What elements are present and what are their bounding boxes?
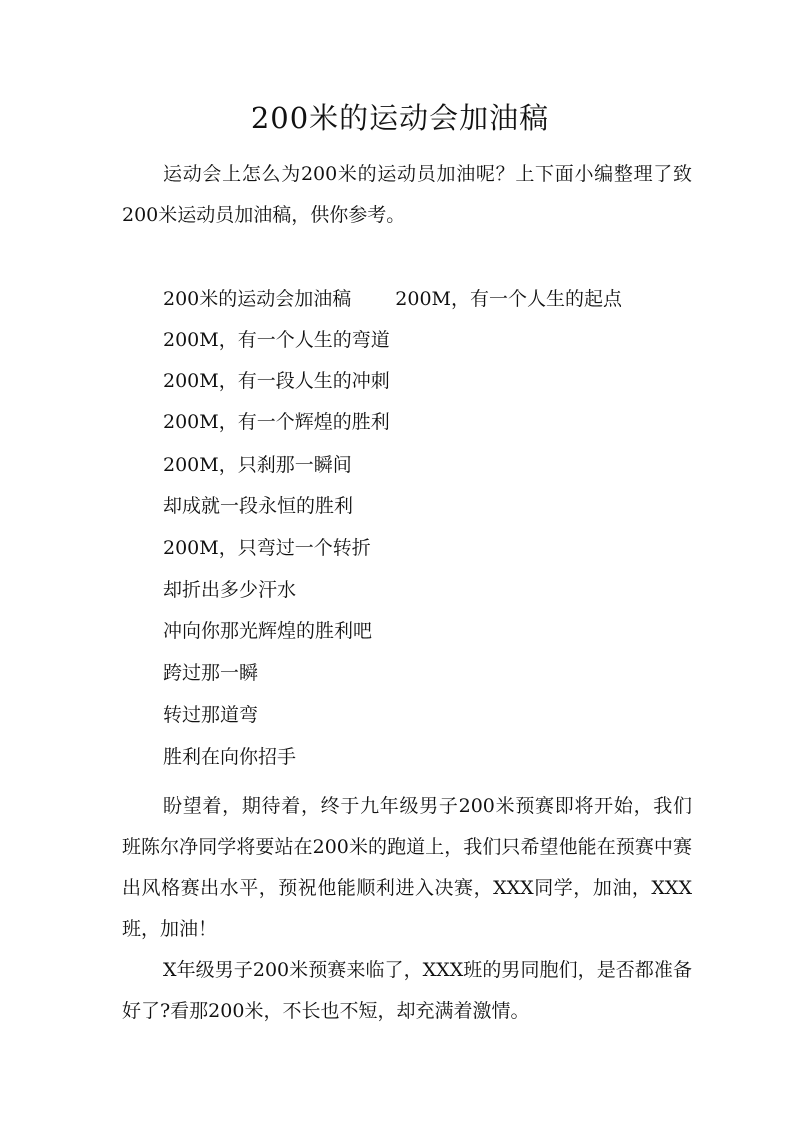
- poem-heading: 200米的运动会加油稿: [163, 288, 352, 310]
- poem-line: 却折出多少汗水: [163, 579, 297, 601]
- poem-line: 胜利在向你招手: [163, 746, 297, 768]
- poem-line: 200M，有一个人生的弯道: [163, 329, 390, 351]
- poem-line: 转过那道弯: [163, 704, 259, 726]
- intro-paragraph: 运动会上怎么为200米的运动员加油呢？上下面小编整理了致200米运动员加油稿，供你参考。: [122, 163, 692, 226]
- poem-line: 冲向你那光辉煌的胜利吧: [163, 620, 373, 642]
- poem-line: 200M，只弯过一个转折: [163, 537, 371, 559]
- poem-line: 却成就一段永恒的胜利: [163, 495, 354, 517]
- body-paragraph: 盼望着，期待着，终于九年级男子200米预赛即将开始，我们班陈尔净同学将要站在200米的跑道上，我们只希望他能在预赛中赛出风格赛出水平，预祝他能顺利进入决赛，XXX同学，加油，XXX班，加油！: [122, 795, 692, 940]
- poem-first-line: [163, 279, 622, 320]
- poem-line: 跨过那一瞬: [163, 662, 259, 684]
- poem-line: 200M，有一个辉煌的胜利: [163, 411, 390, 433]
- body-paragraph: X年级男子200米预赛来临了，XXX班的男同胞们，是否都准备好了?看那200米，不长也不短，却充满着激情。: [122, 959, 692, 1022]
- document-title: 200米的运动会加油稿: [250, 101, 550, 135]
- poem-line: 200M，有一个人生的起点: [395, 288, 622, 310]
- poem-line: 200M，只刹那一瞬间: [163, 454, 352, 476]
- poem-line: 200M，有一段人生的冲刺: [163, 370, 390, 392]
